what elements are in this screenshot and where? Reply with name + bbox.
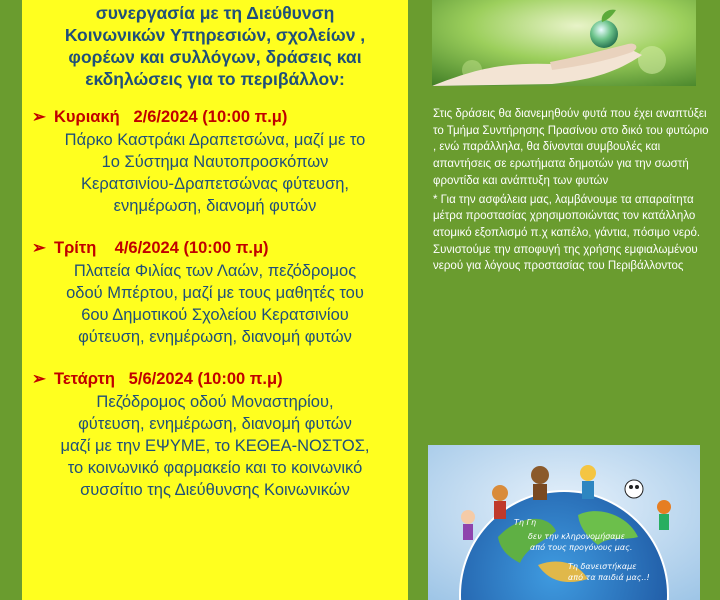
event-description bbox=[22, 128, 408, 217]
left-margin bbox=[0, 0, 22, 600]
event-line: μαζί με την ΕΨΥΜΕ, το ΚΕΘΕΑ-ΝΟΣΤΟΣ, bbox=[60, 437, 370, 455]
event-line: Πεζόδρομος οδού Μοναστηρίου, bbox=[96, 393, 334, 411]
intro-line: φορέων και συλλόγων, δράσεις και bbox=[68, 47, 362, 67]
safety-paragraph: * Για την ασφάλεια μας, λαμβάνουμε τα απαραίτητα μέτρα προστασίας χρησιμοποιώντας τον κατάλληλο ατομικό εξοπλισμό π.χ καπέλο, γάντια, πόσιμο νερό. Συνιστούμε την αποφυγή της χρήσης εμφιαλωμένου νερού για λόγους προστασίας του Περιβάλλοντος bbox=[433, 193, 701, 273]
event-line: ενημέρωση, διανομή φυτών bbox=[113, 197, 317, 215]
event-heading bbox=[22, 237, 408, 259]
event-line: Πάρκο Καστράκι Δραπετσώνα, μαζί με το bbox=[64, 131, 366, 149]
right-column bbox=[408, 0, 720, 600]
event-line: συσσίτιο της Διεύθυνσης Κοινωνικών bbox=[80, 481, 350, 499]
quote-line: δεν την κληρονομήσαμε bbox=[528, 532, 625, 541]
event-wednesday bbox=[22, 368, 408, 501]
note-paragraph: Στις δράσεις θα διανεμηθούν φυτά που έχει αναπτύξει το Τμήμα Συντήρησης Πρασίνου στο δικό του φυτώριο , ενώ παράλληλα, θα δίνονται συμβουλές και απαντήσεις σε ερωτήματα δημοτών για την σωστή φροντίδα και ανάπτυξη των φυτών bbox=[433, 108, 709, 187]
arrow-bullet-icon: ➢ bbox=[32, 108, 46, 126]
event-line: φύτευση, ενημέρωση, διανομή φυτών bbox=[78, 328, 352, 346]
event-line: 1ο Σύστημα Ναυτοπροσκόπων bbox=[101, 153, 329, 171]
arrow-bullet-icon: ➢ bbox=[32, 370, 46, 388]
event-line: οδού Μπέρτου, μαζί με τους μαθητές του bbox=[66, 284, 364, 302]
event-heading bbox=[22, 368, 408, 390]
intro-line: συνεργασία με τη Διεύθυνση bbox=[95, 3, 335, 23]
earth-children-illustration bbox=[428, 445, 700, 600]
arrow-bullet-icon: ➢ bbox=[32, 239, 46, 257]
earth-label: Τη Γη bbox=[514, 518, 537, 527]
event-line: 6ου Δημοτικού Σχολείου Κερατσινίου bbox=[81, 306, 349, 324]
hand-globe-illustration bbox=[432, 0, 696, 86]
event-line: το κοινωνικό φαρμακείο και το κοινωνικό bbox=[67, 459, 363, 477]
earth-illustration bbox=[428, 445, 700, 600]
intro-line: Κοινωνικών Υπηρεσιών, σχολείων , bbox=[64, 25, 366, 45]
event-date: Τρίτη 4/6/2024 (10:00 π.μ) bbox=[54, 239, 269, 257]
event-heading bbox=[22, 106, 408, 128]
event-description bbox=[22, 390, 408, 501]
event-line: φύτευση, ενημέρωση, διανομή φυτών bbox=[78, 415, 352, 433]
quote-line: Τη δανειστήκαμε bbox=[568, 562, 637, 571]
event-tuesday bbox=[22, 237, 408, 348]
event-description bbox=[22, 259, 408, 348]
distribution-note bbox=[433, 106, 713, 275]
event-sunday bbox=[22, 106, 408, 217]
event-line: Κερατσινίου-Δραπετσώνας φύτευση, bbox=[81, 175, 349, 193]
intro-line: εκδηλώσεις για το περιβάλλον: bbox=[85, 69, 345, 89]
event-date: Τετάρτη 5/6/2024 (10:00 π.μ) bbox=[54, 370, 283, 388]
event-panel bbox=[22, 0, 408, 600]
event-line: Πλατεία Φιλίας των Λαών, πεζόδρομος bbox=[73, 262, 357, 280]
quote-line: από τους προγόνους μας. bbox=[530, 543, 633, 552]
hand-globe-photo bbox=[432, 0, 696, 86]
quote-line: από τα παιδιά μας..! bbox=[568, 573, 650, 582]
intro-text bbox=[22, 0, 408, 90]
event-date: Κυριακή 2/6/2024 (10:00 π.μ) bbox=[54, 108, 288, 126]
